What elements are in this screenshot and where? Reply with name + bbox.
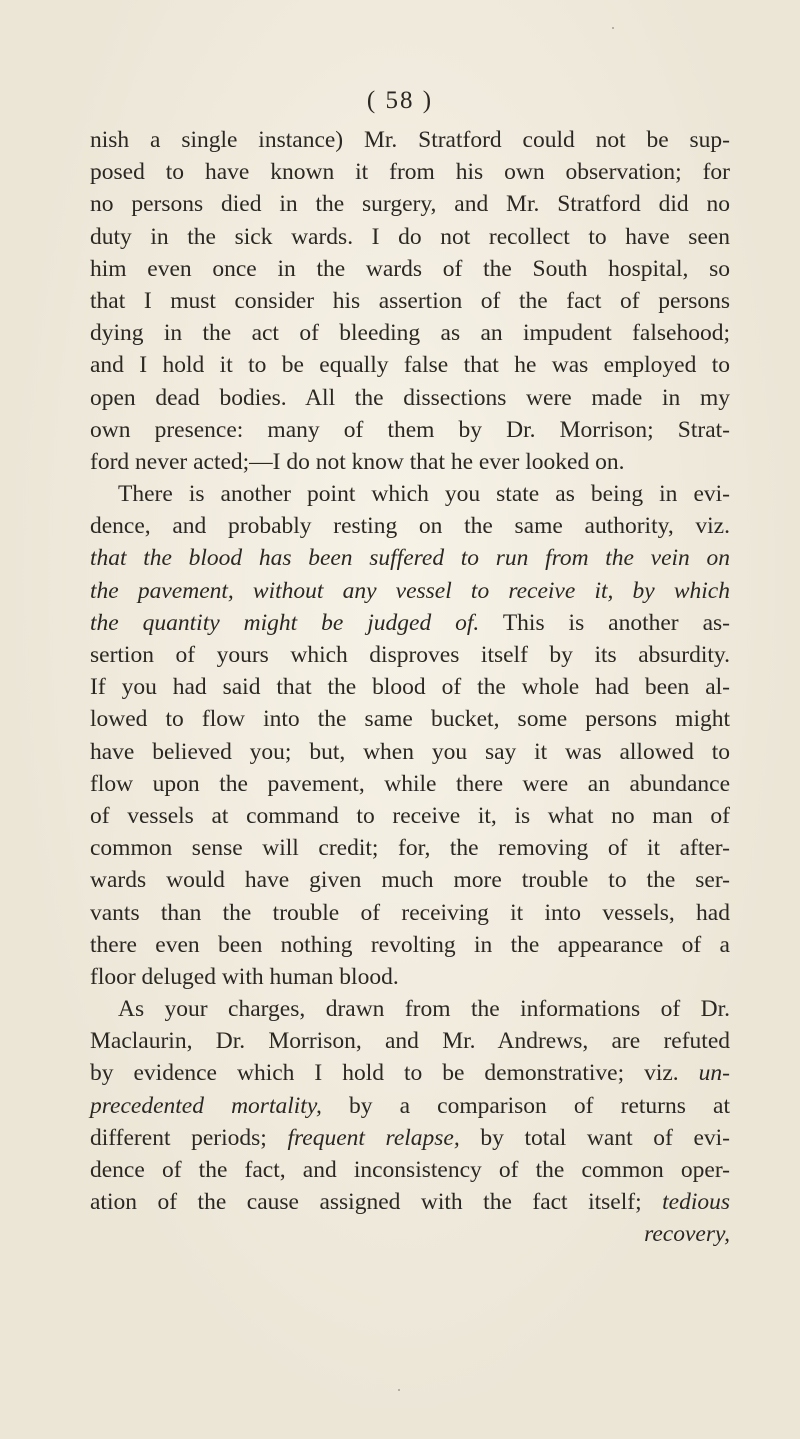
italic-text: un- (698, 1060, 730, 1087)
text-line (90, 800, 730, 832)
text-line (90, 414, 730, 446)
roman-text: common sense will credit; for, the removing of it after- (90, 835, 730, 862)
roman-text: of vessels at command to receive it, is what no man of (90, 802, 730, 829)
text-line (90, 285, 730, 317)
text-line (90, 929, 730, 961)
text-line (90, 317, 730, 349)
roman-text: dence, and probably resting on the same authority, viz. (90, 513, 730, 540)
roman-text: dying in the act of bleeding as an impudent falsehood; (90, 320, 730, 347)
roman-text: If you had said that the blood of the whole had been al- (90, 674, 730, 701)
italic-text: the quantity might be judged of. (90, 609, 480, 636)
roman-text: flow upon the pavement, while there were an abundance (90, 770, 730, 797)
text-line (90, 188, 730, 220)
text-line (90, 639, 730, 671)
roman-text: duty in the sick wards. I do not recollect to have seen (90, 223, 730, 250)
roman-text: by total want of evi- (459, 1124, 730, 1151)
italic-text: frequent relapse, (287, 1124, 460, 1151)
roman-text: and I hold it to be equally false that he was employed to (90, 352, 730, 379)
text-line (90, 671, 730, 703)
text-line (90, 1218, 730, 1250)
text-line (90, 1025, 730, 1057)
roman-text: vants than the trouble of receiving it into vessels, had (90, 899, 730, 926)
text-line (90, 768, 730, 800)
roman-text: Maclaurin, Dr. Morrison, and Mr. Andrews, are refuted (90, 1028, 730, 1055)
text-line (90, 607, 730, 639)
roman-text: There is another point which you state as being in evi- (118, 481, 730, 508)
roman-text: by a comparison of returns at (321, 1092, 730, 1119)
text-line (90, 1122, 730, 1154)
italic-text: tedious (662, 1189, 730, 1216)
italic-text: recovery, (644, 1221, 730, 1248)
text-line (90, 832, 730, 864)
roman-text: open dead bodies. All the dissections were made in my (90, 384, 730, 411)
text-line (90, 961, 730, 993)
text-line (90, 156, 730, 188)
roman-text: nish a single instance) Mr. Stratford could not be sup- (90, 127, 730, 153)
roman-text: that I must consider his assertion of the fact of persons (90, 287, 730, 314)
paper-speck (398, 1389, 400, 1391)
text-line (90, 1154, 730, 1186)
text-line (90, 349, 730, 381)
italic-text: the pavement, without any vessel to receive it, by which (90, 577, 730, 604)
text-line (90, 703, 730, 735)
roman-text: there even been nothing revolting in the appearance of a (90, 931, 730, 958)
body-text (90, 124, 730, 1251)
text-line (90, 1057, 730, 1089)
roman-text: As your charges, drawn from the informations of Dr. (118, 996, 730, 1023)
roman-text: ford never acted;—I do not know that he ever looked on. (90, 448, 625, 475)
text-line (90, 221, 730, 253)
text-line (90, 864, 730, 896)
roman-text: by evidence which I hold to be demonstrative; viz. (90, 1060, 699, 1087)
roman-text: him even once in the wards of the South hospital, so (90, 255, 730, 282)
text-line (90, 446, 730, 478)
roman-text: floor deluged with human blood. (90, 963, 399, 990)
text-line (90, 1186, 730, 1218)
text-line (90, 897, 730, 929)
roman-text: own presence: many of them by Dr. Morrison; Strat- (90, 416, 730, 443)
roman-text: different periods; (90, 1124, 288, 1151)
text-line (90, 382, 730, 414)
text-line (90, 542, 730, 574)
text-line (90, 993, 730, 1025)
roman-text: lowed to flow into the same bucket, some persons might (90, 706, 730, 733)
text-line (90, 736, 730, 768)
text-line (90, 510, 730, 542)
text-line (90, 253, 730, 285)
roman-text: wards would have given much more trouble to the ser- (90, 867, 730, 894)
text-line (90, 1090, 730, 1122)
roman-text: have believed you; but, when you say it was allowed to (90, 738, 730, 765)
roman-text: posed to have known it from his own observation; for (90, 159, 730, 186)
text-line (90, 124, 730, 156)
italic-text: that the blood has been suffered to run from the vein on (90, 545, 730, 572)
roman-text: This is another as- (479, 609, 730, 636)
roman-text: no persons died in the surgery, and Mr. Stratford did no (90, 191, 730, 218)
page-number: ( 58 ) (366, 87, 434, 114)
italic-text: precedented mortality, (90, 1092, 322, 1119)
roman-text: ation of the cause assigned with the fact itself; (90, 1189, 663, 1216)
text-line (90, 478, 730, 510)
roman-text: sertion of yours which disproves itself by its absurdity. (90, 642, 730, 668)
text-line (90, 575, 730, 607)
paper-speck (612, 27, 614, 29)
roman-text: dence of the fact, and inconsistency of the common oper- (90, 1157, 730, 1183)
